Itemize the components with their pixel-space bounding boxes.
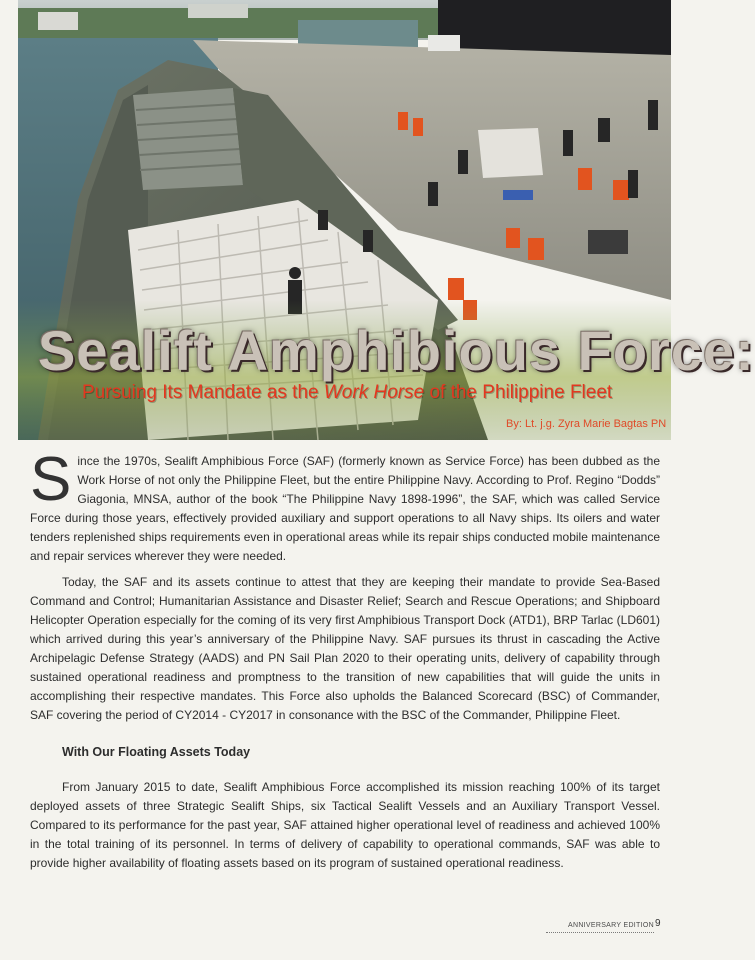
paragraph-floating-assets: From January 2015 to date, Sealift Amphibious Force accomplished its mission reaching 100% of its target deployed assets of three Strategic Sealift Ships, six Tactical Sealift Vessels and an Auxiliary Transport Vessel. Compared to its performance for the past year, SAF attained higher operational level of readiness and achieved 100% in the total training of its personnel. In terms of delivery of capability to operational commands, SAF was able to provide higher availability of floating assets based on its program of sustained operational readiness. — [30, 780, 660, 870]
subtitle-text-post: of the Philippine Fleet — [424, 382, 613, 403]
paragraph-today: Today, the SAF and its assets continue to attest that they are keeping their mandate to provide Sea-Based Command and Control; Humanitarian Assistance and Disaster Relief; Search and Rescue Operations; and Shipboard Helicopter Operation especially for the coming of its very first Amphibious Transport Dock (ATD1), BRP Tarlac (LD601) which arrived during this year’s anniversary of the Philippine Navy. SAF pursues its thrust in cascading the Active Archipelagic Defense Strategy (AADS) and PN Sail Plan 2020 to their operating units, delivery of capability through sustained operational readiness and promptness to the transition of new capabilities that will guide the units in accomplishing their respective mandates. This Force also upholds the Balanced Scorecard (BSC) of Commander, SAF covering the period of CY2014 - CY2017 in consonance with the BSC of the Commander, Philippine Fleet. — [30, 575, 660, 722]
subtitle-text-pre: Pursuing Its Mandate as the — [82, 382, 324, 403]
paragraph-intro — [30, 445, 660, 563]
page-number: 9 — [655, 918, 661, 929]
author-byline: By: Lt. j.g. Zyra Marie Bagtas PN — [506, 418, 667, 430]
subtitle-emphasis: Work Horse — [323, 382, 425, 403]
footer-divider — [546, 932, 654, 933]
article-subtitle — [82, 382, 662, 404]
hero-photo — [18, 0, 755, 440]
article-body — [30, 445, 660, 873]
paragraph-intro-text: ince the 1970s, Sealift Amphibious Force (SAF) (formerly known as Service Force) has been dubbed as the Work Horse of not only the Philippine Fleet, but the entire Philippine Navy. According to Prof. Regino “Dodds” Giagonia, MNSA, author of the book “The Philippine Navy 1898-1996”, the SAF, which was called Service Force during those years, effectively provided auxiliary and support operations to all Navy ships. Its oilers and water tenders replenished ships requirements even in operational areas while its repair ships conducted mobile maintenance and repair services wherever they were needed. — [30, 454, 660, 563]
section-heading: With Our Floating Assets Today — [62, 745, 251, 759]
article-title: Sealift Amphibious Force: — [38, 319, 755, 382]
drop-cap: S — [30, 445, 72, 514]
footer-edition-label: ANNIVERSARY EDITION — [568, 922, 654, 929]
